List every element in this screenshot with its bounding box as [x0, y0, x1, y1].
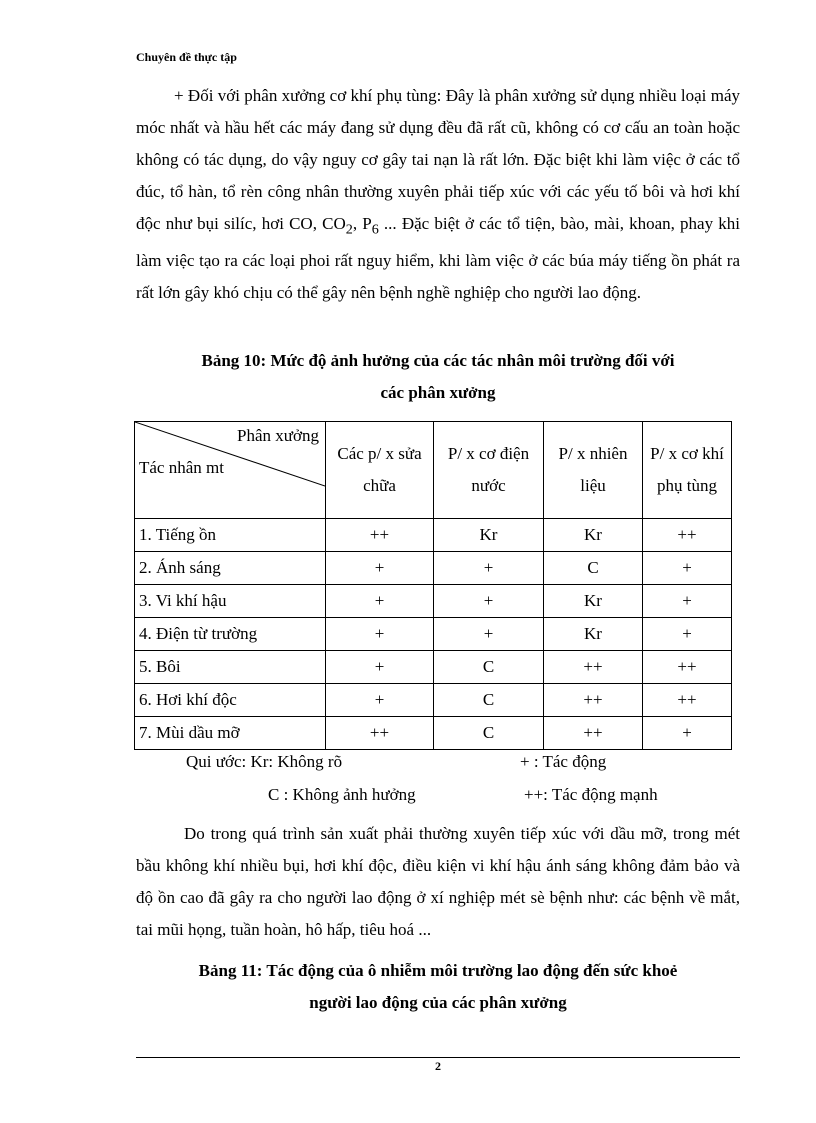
table-cell: +	[643, 585, 732, 618]
paragraph-health-impact: Do trong quá trình sản xuất phải thường xuyên tiếp xúc với dầu mỡ, trong mét bầu không khí nhiều bụi, hơi khí độc, điều kiện vi khí hậu ánh sáng không đảm bảo và độ ồn cao đã gây ra cho người lao động ở xí nghiệp mét sè bệnh như: các bệnh về mắt, tai mũi họng, tuần hoàn, hô hấp, tiêu hoá ...	[136, 824, 740, 939]
table-cell: Kr	[544, 519, 643, 552]
table-cell: +	[434, 585, 544, 618]
table10-caption	[136, 345, 740, 409]
column-header: P/ x cơ điện nước	[434, 422, 544, 519]
table-cell: +	[326, 552, 434, 585]
paragraph-mechanical-workshop	[136, 80, 740, 309]
subscript: 6	[371, 221, 379, 238]
subscript: 2	[345, 221, 353, 238]
table-cell: +	[434, 618, 544, 651]
table-cell: ++	[643, 684, 732, 717]
table-cell: +	[326, 585, 434, 618]
table-cell: Kr	[434, 519, 544, 552]
table-cell: +	[326, 651, 434, 684]
legend-plusplus: ++: Tác động mạnh	[524, 785, 658, 804]
column-header: P/ x nhiên liệu	[544, 422, 643, 519]
paragraph-text: ... Đặc biệt ở các tổ tiện, bào, mài, khoan, phay khi làm việc tạo ra các loại phoi rất nguy hiểm, khi làm việc ở các búa máy tiếng ồn phát ra rất lớn gây khó chịu có thể gây nên bệnh nghề nghiệp cho người lao động.	[136, 214, 740, 303]
table-cell: ++	[544, 684, 643, 717]
table-cell: ++	[326, 519, 434, 552]
table-cell: ++	[544, 651, 643, 684]
table-cell: +	[326, 684, 434, 717]
table-row	[135, 552, 732, 585]
row-label: 2. Ánh sáng	[135, 552, 326, 585]
legend-plus: + : Tác động	[520, 752, 607, 771]
table-row	[135, 618, 732, 651]
table-cell: ++	[544, 717, 643, 750]
paragraph-text: , P	[352, 214, 372, 233]
table-cell: ++	[643, 519, 732, 552]
caption-line: Bảng 10: Mức độ ảnh hưởng của các tác nhân môi trường đối với	[201, 351, 675, 370]
table-row	[135, 684, 732, 717]
row-label: 3. Vi khí hậu	[135, 585, 326, 618]
caption-line: Bảng 11: Tác động của ô nhiễm môi trường lao động đến sức khoẻ	[198, 961, 678, 980]
row-label: 5. Bôi	[135, 651, 326, 684]
table-cell: C	[544, 552, 643, 585]
table-header-row	[135, 422, 732, 519]
table-cell: C	[434, 717, 544, 750]
running-header: Chuyên đề thực tập	[136, 50, 237, 64]
table-cell: C	[434, 651, 544, 684]
footer-rule	[136, 1057, 740, 1058]
row-label: 7. Mùi dầu mỡ	[135, 717, 326, 750]
table-cell: +	[643, 717, 732, 750]
table-cell: Kr	[544, 585, 643, 618]
column-header: Các p/ x sửa chữa	[326, 422, 434, 519]
table10	[134, 421, 732, 750]
corner-label-top: Phân xưởng	[237, 426, 319, 445]
table-cell: +	[643, 618, 732, 651]
row-label: 1. Tiếng ồn	[135, 519, 326, 552]
column-header: P/ x cơ khí phụ tùng	[643, 422, 732, 519]
table-cell: ++	[643, 651, 732, 684]
table-row	[135, 585, 732, 618]
legend-c: C : Không ảnh hưởng	[268, 785, 416, 804]
table-row	[135, 651, 732, 684]
caption-line: người lao động của các phân xưởng	[309, 993, 567, 1012]
table-row	[135, 717, 732, 750]
table-cell: ++	[326, 717, 434, 750]
row-label: 4. Điện từ trường	[135, 618, 326, 651]
corner-label-bottom: Tác nhân mt	[139, 458, 224, 477]
table-cell: +	[643, 552, 732, 585]
table-cell: Kr	[544, 618, 643, 651]
row-label: 6. Hơi khí độc	[135, 684, 326, 717]
table-corner-cell	[135, 422, 326, 519]
legend-kr: Qui ước: Kr: Không rõ	[186, 752, 343, 771]
paragraph-text: + Đối với phân xưởng cơ khí phụ tùng: Đây là phân xưởng sử dụng nhiều loại máy móc nhất và hầu hết các máy đang sử dụng đều đã rất cũ, không có cơ cấu an toàn hoặc không có tác dụng, do vậy nguy cơ gây tai nạn là rất lớn. Đặc biệt khi làm việc ở các tổ đúc, tổ hàn, tổ rèn công nhân thường xuyên phải tiếp xúc với các yếu tố bôi và hơi khí độc như bụi silíc, hơi CO, CO	[136, 86, 740, 233]
table-row	[135, 519, 732, 552]
caption-line: các phân xưởng	[380, 383, 496, 402]
table-cell: C	[434, 684, 544, 717]
table-cell: +	[434, 552, 544, 585]
table-cell: +	[326, 618, 434, 651]
table11-caption	[136, 955, 740, 1019]
page-number: 2	[435, 1059, 441, 1073]
